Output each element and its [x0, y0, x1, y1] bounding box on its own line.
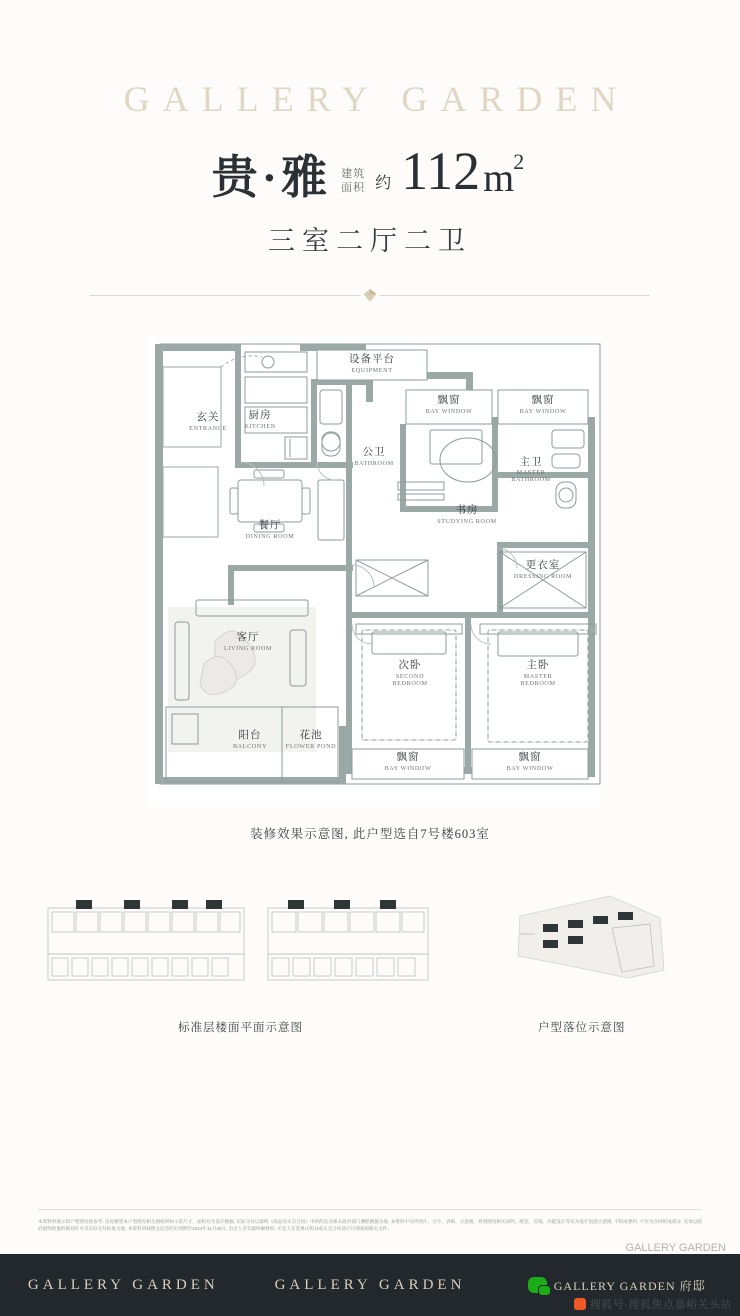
area-label [341, 168, 365, 202]
room-label-cn: 玄关 [196, 412, 220, 424]
room-label-balcony [222, 730, 278, 750]
title-row [0, 141, 740, 204]
area-value: 112 [401, 141, 481, 201]
footer-wechat-cell[interactable] [493, 1277, 740, 1294]
about-symbol: 约 [375, 175, 392, 193]
page-title: 贵·雅 [211, 152, 332, 204]
wechat-block[interactable] [493, 1277, 740, 1294]
lower-diagrams-svg [0, 878, 740, 1008]
room-label-cn: 飘窗 [531, 395, 555, 407]
room-label-bay-window-bottom-right [500, 752, 560, 772]
floorplan-caption: 装修效果示意图, 此户型选自7号楼603室 [250, 827, 490, 842]
room-label-entrance [178, 412, 238, 432]
footer-wechat-label: GALLERY GARDEN 府邸 [553, 1278, 706, 1293]
diamond-icon [361, 286, 380, 305]
page-footer [0, 1254, 740, 1316]
room-label-cn: 书房 [455, 505, 479, 517]
watermark-bottom-right [574, 1296, 732, 1312]
room-label-cn: 主卧 [526, 660, 550, 672]
room-label-cn: 飘窗 [396, 752, 420, 764]
room-label-flower-pond [282, 730, 340, 750]
room-label-en: KITCHEN [244, 423, 276, 431]
room-label-en: BATHROOM [354, 460, 394, 468]
area-unit: m [483, 155, 515, 201]
room-label-cn: 客厅 [236, 632, 260, 644]
lower-captions [0, 1019, 740, 1041]
watermark-text: 搜狐号·搜狐焦点嘉峪关头站 [589, 1299, 732, 1311]
room-label-en: BAY WINDOW [384, 765, 432, 773]
room-label-bathroom [345, 447, 403, 467]
standard-floor-plan-right [268, 900, 428, 980]
room-label-master-bedroom [506, 660, 570, 687]
room-label-en: LIVING ROOM [223, 645, 273, 653]
watermark-middle: GALLERY GARDEN [625, 1242, 726, 1254]
room-label-en: DINING ROOM [245, 533, 295, 541]
footer-brand-left: GALLERY GARDEN [27, 1276, 219, 1293]
disclaimer-text: 本资料所展示的户型图仅供参考, 房屋模型本户型图及相关图纸所标示的尺寸、面积均为设计数据, 实际交付以最终《商品房买卖合同》中的约定及相关政府部门测绘数据为准; 本资料中宣传图片、文字、表格、示意图、效果图及相关说明、配套、渲染、功能设计等仅为设计创意示意图, 不构成要约, 不作为合同组成部分, 具体以政府最终批准的规划许可及实际交付标准为准; 本资料所载图文信息的有效期至2024年11月30日, 出卖人享有最终解释权; 买受人在签署认购书或买卖合同前应仔细查阅相关文件。 [38, 1209, 702, 1232]
room-label-cn: 阳台 [238, 730, 262, 742]
room-label-bay-window-top-left [419, 395, 479, 415]
room-label-en: DRESSING ROOM [513, 573, 573, 581]
room-label-en: STUDYING ROOM [437, 518, 497, 526]
room-label-en: ENTRANCE [189, 425, 227, 433]
room-label-en: SECOND BEDROOM [392, 673, 428, 688]
floorplan-svg [0, 312, 740, 872]
area-label-line1: 建筑 [341, 167, 366, 180]
room-label-cn: 飘窗 [437, 395, 461, 407]
standard-floor-caption: 标准层楼面平面示意图 [178, 1022, 303, 1035]
room-label-cn: 飘窗 [518, 752, 542, 764]
room-label-cn: 餐厅 [258, 520, 282, 532]
area-unit-exponent: 2 [513, 149, 525, 175]
floorplan-diagram [0, 312, 740, 872]
standard-floor-plan-left [48, 900, 244, 980]
page-subtitle: 三室二厅二卫 [268, 226, 472, 257]
room-label-dining [240, 520, 300, 540]
room-label-en: BAY WINDOW [519, 408, 567, 416]
room-label-second-bedroom [378, 660, 442, 687]
room-label-dressing [507, 560, 579, 580]
room-label-cn: 厨房 [248, 410, 272, 422]
room-label-equipment [342, 354, 402, 374]
room-label-cn: 花池 [299, 730, 323, 742]
room-label-en: MASTER BATHROOM [511, 469, 551, 484]
room-label-cn: 设备平台 [349, 354, 395, 366]
area-value-wrap [401, 141, 528, 201]
ornament-divider [90, 284, 650, 306]
footer-brand-middle: GALLERY GARDEN [247, 1277, 494, 1294]
room-label-study [435, 505, 499, 525]
room-label-kitchen [230, 410, 290, 430]
room-label-master-bathroom [503, 457, 559, 484]
room-label-bay-window-bottom-left [378, 752, 438, 772]
sohu-icon [574, 1298, 586, 1310]
page-header [0, 0, 740, 306]
room-label-cn: 更衣室 [525, 560, 561, 572]
room-label-cn: 次卧 [398, 660, 422, 672]
room-label-en: EQUIPMENT [351, 367, 393, 375]
room-label-cn: 公卫 [362, 447, 386, 459]
room-label-en: BAY WINDOW [425, 408, 473, 416]
brand-wordmark: GALLERY GARDEN [123, 79, 630, 119]
room-label-en: MASTER BEDROOM [520, 673, 556, 688]
room-label-living [216, 632, 280, 652]
wechat-icon [528, 1277, 547, 1293]
room-label-en: FLOWER POND [285, 743, 337, 751]
site-location-diagram [518, 896, 664, 978]
room-label-en: BALCONY [232, 743, 268, 751]
room-label-cn: 主卫 [519, 457, 543, 469]
room-label-bay-window-top-right [513, 395, 573, 415]
lower-diagrams [0, 878, 740, 1038]
room-label-en: BAY WINDOW [506, 765, 554, 773]
area-label-line2: 面积 [341, 181, 366, 194]
site-location-caption: 户型落位示意图 [538, 1022, 626, 1035]
